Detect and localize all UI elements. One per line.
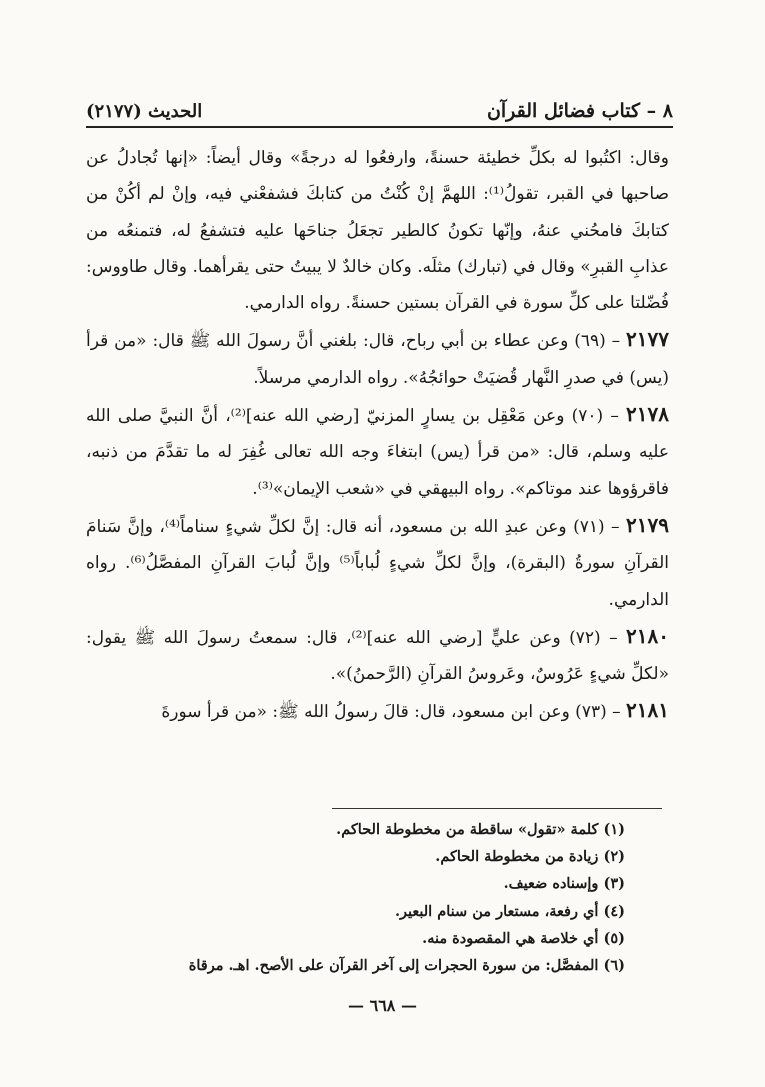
paragraph-text: – (٧٢) وعن عليٍّ [رضي الله عنه]⁽²⁾، قال: سمعتُ رسولَ الله ﷺ يقول: «لكلِّ شيءٍ عَرُوسٌ، وعَروسُ القرآنِ (الرَّحمنُ)».: [86, 627, 669, 685]
footnote: (٤) أي رفعة، مستعار من سنام البعير.: [394, 902, 625, 920]
footnotes: [150, 816, 625, 979]
hadith-number: ٢١٧٨: [626, 402, 669, 427]
hadith-reference: الحديث (٢١٧٧): [86, 101, 203, 122]
chapter-title: ٨ – كتاب فضائل القرآن: [486, 100, 673, 122]
paragraph: [86, 618, 669, 693]
paragraph: [86, 507, 669, 618]
footnote: (٦) المفصَّل: من سورة الحجرات إلى آخر القرآن على الأصح. اهـ. مرقاة: [188, 957, 625, 975]
footnote: (٥) أي خلاصة هي المقصودة منه.: [422, 929, 625, 947]
paragraph-text: – (٧٠) وعن مَعْقِل بن يسارٍ المزنيّ [رضي الله عنه]⁽²⁾، أنَّ النبيَّ صلى الله عليه وسلم، قال: «من قرأ (يس) ابتغاءَ وجه الله تعالى غُفِرَ له ما تقدَّمَ من ذنبه، فاقرؤوها عند موتاكم». رواه البيهقي في «شعب الإيمان»⁽³⁾.: [86, 406, 669, 499]
paragraph: [86, 692, 669, 730]
paragraph-text: – (٧٣) وعن ابن مسعود، قال: قالَ رسولُ الله ﷺ: «من قرأ سورةَ: [161, 702, 627, 723]
footnote-divider: [332, 808, 662, 809]
page-number: — ٦٦٨ —: [348, 996, 417, 1015]
hadith-number: ٢١٨١: [626, 698, 669, 723]
footnote: (٣) وإسناده ضعيف.: [503, 875, 625, 893]
hadith-number: ٢١٧٩: [626, 512, 669, 537]
paragraph-text: – (٧١) وعن عبدِ الله بن مسعود، أنه قال: إنَّ لكلِّ شيءٍ سناماً⁽⁴⁾، وإنَّ سَنامَ القرآنِ سورةُ (البقرة)، وإنَّ لكلِّ شيءٍ لُباباً⁽⁵⁾ وإنَّ لُبابَ القرآنِ المفصَّلُ⁽⁶⁾. رواه الدارمي.: [86, 516, 669, 610]
paragraph: [86, 321, 669, 396]
hadith-number: ٢١٧٧: [626, 327, 669, 352]
header-divider: [86, 126, 673, 128]
footnote: (١) كلمة «تقول» ساقطة من مخطوطة الحاكم.: [336, 821, 625, 838]
footnote: (٢) زيادة من مخطوطة الحاكم.: [435, 848, 625, 866]
hadith-number: ٢١٨٠: [626, 623, 669, 648]
main-text: [86, 138, 669, 731]
paragraph-text: وقال: اكتُبوا له بكلِّ خطيئة حسنةً، وارفعُوا له درجةً» وقال أيضاً: «إنها تُجادلُ عن صاحبها في القبر، تقولُ⁽¹⁾: اللهمَّ إنْ كُنْتُ من كتابكَ فشفعْني فيه، وإنْ لم أكُنْ من كتابكَ فامحُني عنهُ، وإنّها تكونُ كالطير تجعَلُ جناحَها عليه فتشفعُ له، فتمنعُه من عذابِ القبرِ» وقال في (تبارك) مثلَه. وكان خالدٌ لا يبيتُ حتى يقرأهما. وقال طاووس: فُضّلتا على كلِّ سورة في القرآن بستين حسنةً. رواه الدارمي.: [86, 148, 670, 314]
paragraph: [86, 396, 669, 507]
paragraph: [86, 138, 669, 321]
running-header: [86, 88, 673, 122]
paragraph-text: – (٦٩) وعن عطاء بن أبي رباح، قال: بلغني أنَّ رسولَ الله ﷺ قال: «من قرأ (يس) في صدرِ النَّهار قُضيَتْ حوائجُهُ». رواه الدارمي مرسلاً.: [86, 331, 669, 388]
